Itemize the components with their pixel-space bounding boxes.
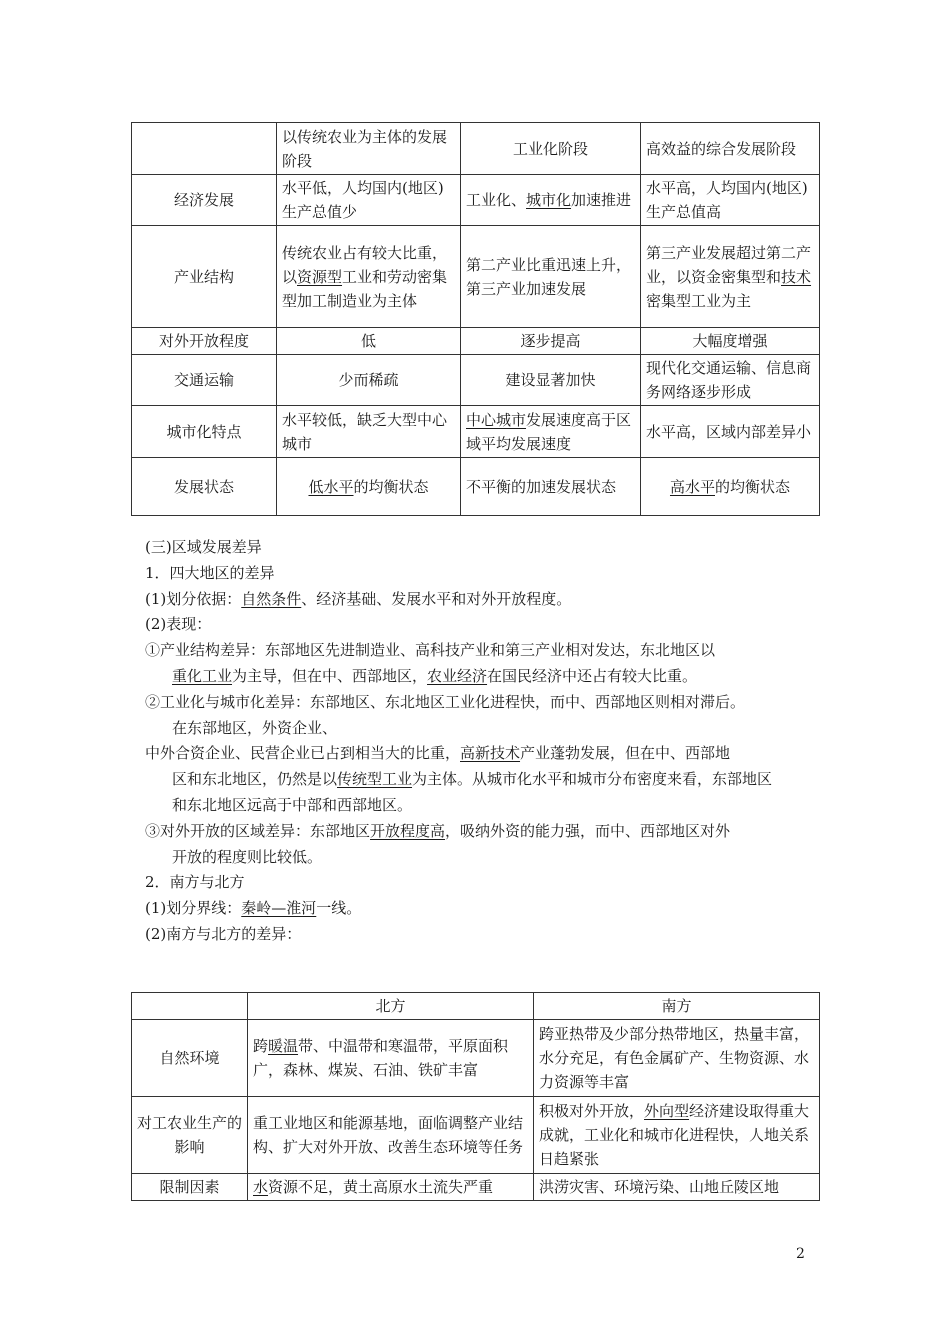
table-cell <box>461 226 641 328</box>
header-cell-empty <box>132 993 248 1020</box>
text-segment: 经济建设取得重大成就，工业化和城市化进程快，人地关系日趋紧张 <box>539 1102 810 1168</box>
text-segment: 工业和劳动密集型加工制造业为主体 <box>282 267 448 310</box>
body-paragraph <box>145 793 825 819</box>
text-segment: 区和东北地区，仍然是以 <box>172 770 338 789</box>
row-label: 限制因素 <box>132 1174 248 1201</box>
table-cell <box>641 226 820 328</box>
text-segment: 重工业地区和能源基地，面临调整产业结构、扩大对外开放、改善生态环境等任务 <box>253 1114 524 1156</box>
text-segment: 跨 <box>253 1037 269 1055</box>
text-segment: 一线。 <box>316 899 362 918</box>
text-segment: 开放的程度则比较低。 <box>172 847 323 866</box>
body-paragraph <box>145 664 825 690</box>
table-cell <box>248 1020 534 1097</box>
table-cell <box>641 406 820 458</box>
row-label: 产业结构 <box>132 226 277 328</box>
table-row <box>132 1174 820 1201</box>
text-segment: 在国民经济中还占有较大比重。 <box>487 666 698 685</box>
body-paragraph <box>145 922 825 948</box>
text-segment: ②工业化与城市化差异：东部地区、东北地区工业化进程快，而中、西部地区则相对滞后。 <box>145 692 746 711</box>
text-segment: 传统农业占有较大比重，以 <box>282 243 448 286</box>
underlined-key-term: 水 <box>253 1178 269 1196</box>
table-cell <box>248 1097 534 1174</box>
text-segment: 、经济基础、发展水平和对外开放程度。 <box>301 589 572 608</box>
text-segment: 密集型工业为主 <box>646 291 752 310</box>
underlined-key-term: 资源型 <box>297 267 343 286</box>
table-cell <box>277 226 461 328</box>
header-cell-comprehensive: 高效益的综合发展阶段 <box>641 123 820 175</box>
table-cell <box>461 328 641 355</box>
header-cell-empty <box>132 123 277 175</box>
row-label: 经济发展 <box>132 175 277 226</box>
text-segment: 产业蓬勃发展，但在中、西部地 <box>520 744 731 763</box>
body-paragraph <box>145 845 825 871</box>
table-row <box>132 175 820 226</box>
text-segment: 在东部地区，外资企业、 <box>172 718 338 737</box>
body-paragraph <box>145 819 825 845</box>
table-cell <box>534 1174 820 1201</box>
underlined-key-term: 技术 <box>781 267 812 286</box>
text-segment: 水平高，区域内部差异小 <box>646 422 812 441</box>
underlined-key-term: 传统型工业 <box>337 770 413 789</box>
text-segment: 资源不足，黄土高原水土流失严重 <box>268 1178 494 1196</box>
table-cell <box>248 1174 534 1201</box>
table-row <box>132 226 820 328</box>
table-row <box>132 1097 820 1174</box>
table-cell <box>641 355 820 406</box>
page-number: 2 <box>796 1246 805 1262</box>
text-segment: 的均衡状态 <box>353 477 429 496</box>
table-header-row <box>132 993 820 1020</box>
underlined-key-term: 开放程度高 <box>370 821 446 840</box>
body-paragraph <box>145 767 825 793</box>
table-row <box>132 458 820 516</box>
body-text <box>145 535 825 948</box>
development-stages-table <box>131 122 820 516</box>
text-segment: (2)表现： <box>145 615 212 634</box>
text-segment: 带、中温带和寒温带，平原面积广，森林、煤炭、石油、铁矿丰富 <box>253 1037 509 1079</box>
underlined-key-term: 中心城市 <box>466 410 527 429</box>
text-segment: 的均衡状态 <box>715 477 791 496</box>
body-paragraph <box>145 741 825 767</box>
row-label: 对工农业生产的影响 <box>132 1097 248 1174</box>
table-cell <box>277 406 461 458</box>
text-segment: 水平较低，缺乏大型中心城市 <box>282 410 448 453</box>
underlined-key-term: 自然条件 <box>241 589 302 608</box>
text-segment: 低 <box>360 332 376 350</box>
text-segment: (2)南方与北方的差异： <box>145 924 302 943</box>
table-row <box>132 355 820 406</box>
text-segment: 现代化交通运输、信息商务网络逐步形成 <box>646 359 812 401</box>
text-segment: 建设显著加快 <box>505 371 596 389</box>
body-paragraph <box>145 870 825 896</box>
text-segment: 中外合资企业、民营企业已占到相当大的比重， <box>145 744 461 763</box>
table-cell <box>277 355 461 406</box>
text-segment: 大幅度增强 <box>692 332 768 350</box>
text-segment: ①产业结构差异：东部地区先进制造业、高科技产业和第三产业相对发达，东北地区以 <box>145 641 716 660</box>
row-label: 自然环境 <box>132 1020 248 1097</box>
text-segment: 第二产业比重迅速上升，第三产业加速发展 <box>466 255 632 298</box>
text-segment: 1．四大地区的差异 <box>145 563 275 582</box>
body-paragraph <box>145 612 825 638</box>
text-segment: (1)划分依据： <box>145 589 242 608</box>
text-segment: (三)区域发展差异 <box>145 538 262 556</box>
table-cell <box>461 406 641 458</box>
text-segment: 加速推进 <box>571 191 632 209</box>
body-paragraph <box>145 690 825 716</box>
table-cell <box>641 328 820 355</box>
header-cell-north: 北方 <box>248 993 534 1020</box>
header-cell-industrialization: 工业化阶段 <box>461 123 641 175</box>
table-cell <box>461 175 641 226</box>
underlined-key-term: 高水平 <box>669 477 715 496</box>
row-label: 对外开放程度 <box>132 328 277 355</box>
table-cell <box>534 1097 820 1174</box>
body-paragraph <box>145 561 825 587</box>
underlined-key-term: 高新技术 <box>460 744 521 763</box>
north-south-table <box>131 992 820 1201</box>
row-label: 城市化特点 <box>132 406 277 458</box>
table-cell <box>534 1020 820 1097</box>
text-segment: 第三产业发展超过第二产业，以资金密集型和 <box>646 243 812 286</box>
body-paragraph <box>145 587 825 613</box>
row-label: 交通运输 <box>132 355 277 406</box>
text-segment: 发展速度高于区域平均发展速度 <box>466 410 632 453</box>
text-segment: 洪涝灾害、环境污染、山地丘陵区地 <box>539 1178 780 1196</box>
underlined-key-term: 城市化 <box>526 191 572 209</box>
table-row <box>132 1020 820 1097</box>
text-segment: 积极对外开放， <box>539 1102 645 1120</box>
table-row <box>132 328 820 355</box>
text-segment: 跨亚热带及少部分热带地区，热量丰富，水分充足，有色金属矿产、生物资源、水力资源等丰富 <box>539 1025 810 1091</box>
table-cell <box>641 175 820 226</box>
text-segment: ，吸纳外资的能力强，而中、西部地区对外 <box>445 821 731 840</box>
table-cell <box>461 458 641 516</box>
text-segment: 水平高，人均国内(地区)生产总值高 <box>646 179 808 221</box>
underlined-key-term: 重化工业 <box>172 666 233 685</box>
body-paragraph <box>145 716 825 742</box>
header-cell-traditional-agriculture: 以传统农业为主体的发展阶段 <box>277 123 461 175</box>
text-segment: ③对外开放的区域差异：东部地区 <box>145 821 371 840</box>
text-segment: 逐步提高 <box>520 332 581 350</box>
text-segment: 少而稀疏 <box>338 371 399 389</box>
text-segment: 不平衡的加速发展状态 <box>466 477 617 496</box>
row-label: 发展状态 <box>132 458 277 516</box>
text-segment: 工业化、 <box>466 191 527 209</box>
text-segment: 水平低，人均国内(地区)生产总值少 <box>282 179 444 221</box>
table-cell <box>277 458 461 516</box>
table-cell <box>461 355 641 406</box>
table-cell <box>641 458 820 516</box>
underlined-key-term: 农业经济 <box>427 666 488 685</box>
table-cell <box>277 328 461 355</box>
underlined-key-term: 暖温 <box>268 1037 299 1055</box>
text-segment: 和东北地区远高于中部和西部地区。 <box>172 795 413 814</box>
text-segment: 为主体。从城市化水平和城市分布密度来看，东部地区 <box>412 770 773 789</box>
underlined-key-term: 秦岭—淮河 <box>241 899 317 918</box>
text-segment: (1)划分界线： <box>145 899 242 918</box>
body-paragraph <box>145 535 825 561</box>
body-paragraph <box>145 638 825 664</box>
underlined-key-term: 低水平 <box>308 477 354 496</box>
text-segment: 2．南方与北方 <box>145 873 245 892</box>
table-row <box>132 406 820 458</box>
body-paragraph <box>145 896 825 922</box>
text-segment: 为主导，但在中、西部地区， <box>232 666 428 685</box>
table-header-row <box>132 123 820 175</box>
underlined-key-term: 外向型 <box>644 1102 690 1120</box>
header-cell-south: 南方 <box>534 993 820 1020</box>
table-cell <box>277 175 461 226</box>
